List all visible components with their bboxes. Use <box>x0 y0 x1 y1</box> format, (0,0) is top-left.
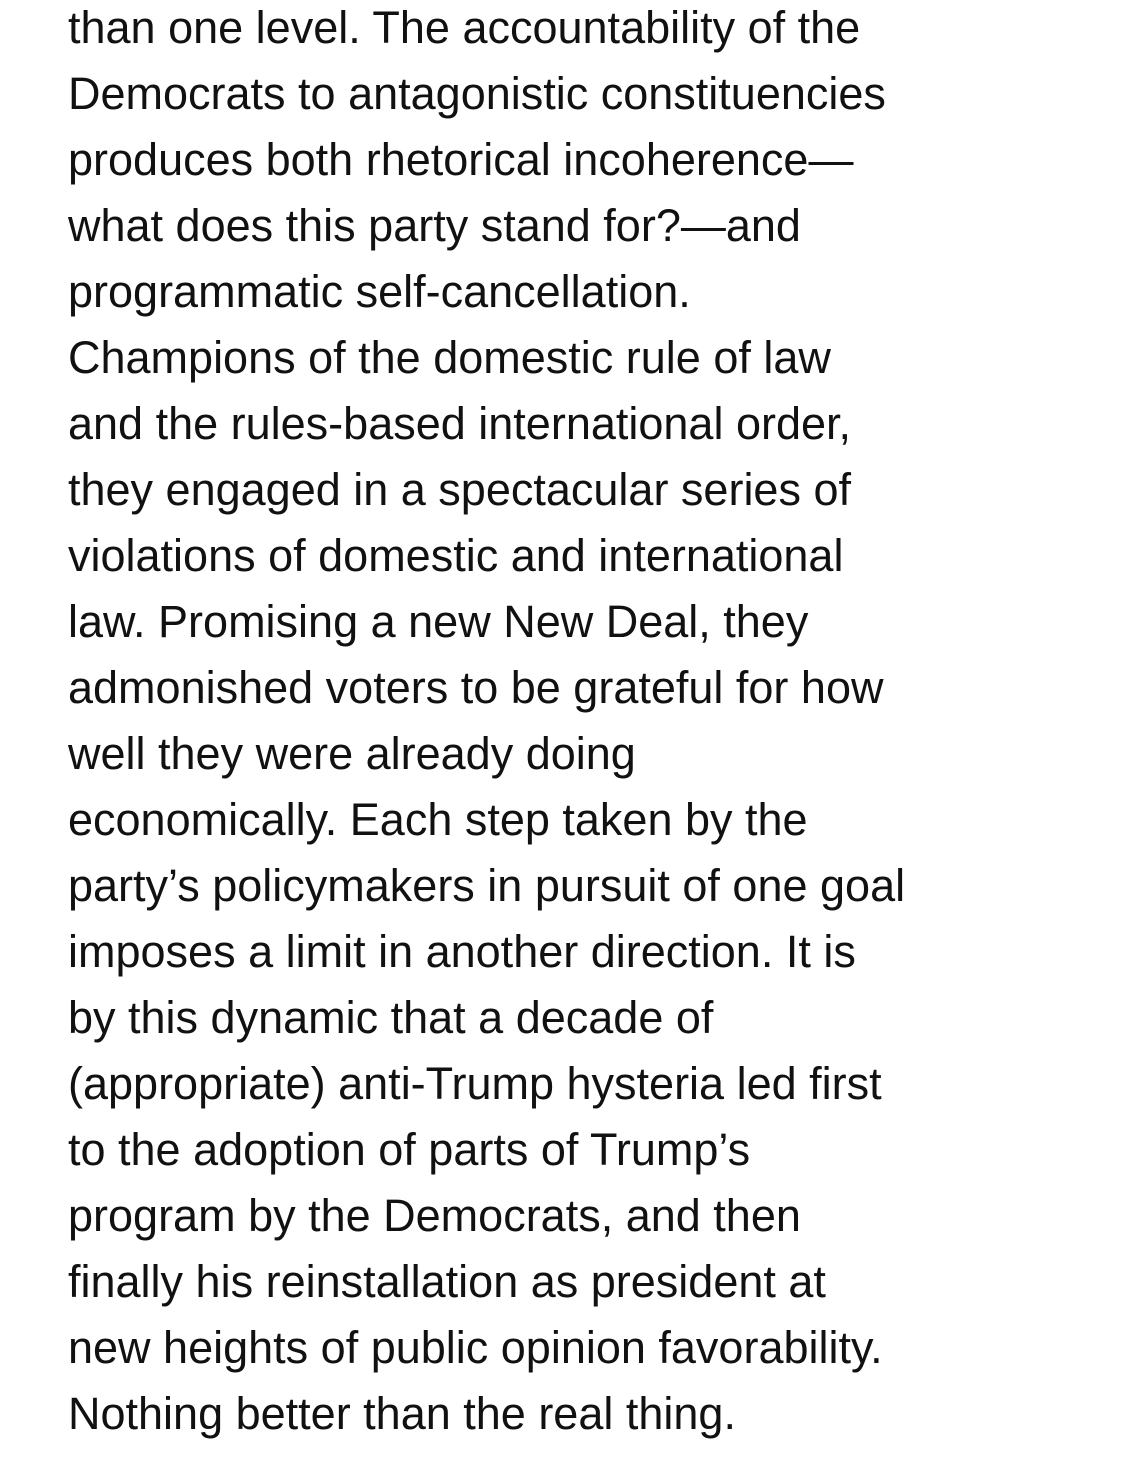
text-line: Democrats to antagonistic constituencies <box>68 68 886 119</box>
text-line: programmatic self-cancellation. <box>68 266 691 317</box>
text-line: imposes a limit in another direction. It is <box>68 926 856 977</box>
body-paragraph <box>68 0 1098 1447</box>
text-line: and the rules-based international order, <box>68 398 852 449</box>
article-body <box>68 0 1098 1447</box>
text-line: they engaged in a spectacular series of <box>68 464 851 515</box>
text-line: party’s policymakers in pursuit of one goal <box>68 860 906 911</box>
text-line: law. Promising a new New Deal, they <box>68 596 809 647</box>
text-line: (appropriate) anti-Trump hysteria led first <box>68 1058 882 1109</box>
text-line: produces both rhetorical incoherence— <box>68 134 854 185</box>
text-line: by this dynamic that a decade of <box>68 992 714 1043</box>
text-line: new heights of public opinion favorability. <box>68 1322 883 1373</box>
text-line: finally his reinstallation as president at <box>68 1256 826 1307</box>
text-line: violations of domestic and international <box>68 530 844 581</box>
text-line: well they were already doing <box>68 728 636 779</box>
text-line: than one level. The accountability of the <box>68 2 861 53</box>
text-line: economically. Each step taken by the <box>68 794 808 845</box>
text-line: what does this party stand for?—and <box>68 200 801 251</box>
text-line: Champions of the domestic rule of law <box>68 332 831 383</box>
text-line: admonished voters to be grateful for how <box>68 662 884 713</box>
text-line: Nothing better than the real thing. <box>68 1388 736 1439</box>
text-line: program by the Democrats, and then <box>68 1190 801 1241</box>
text-line: to the adoption of parts of Trump’s <box>68 1124 751 1175</box>
